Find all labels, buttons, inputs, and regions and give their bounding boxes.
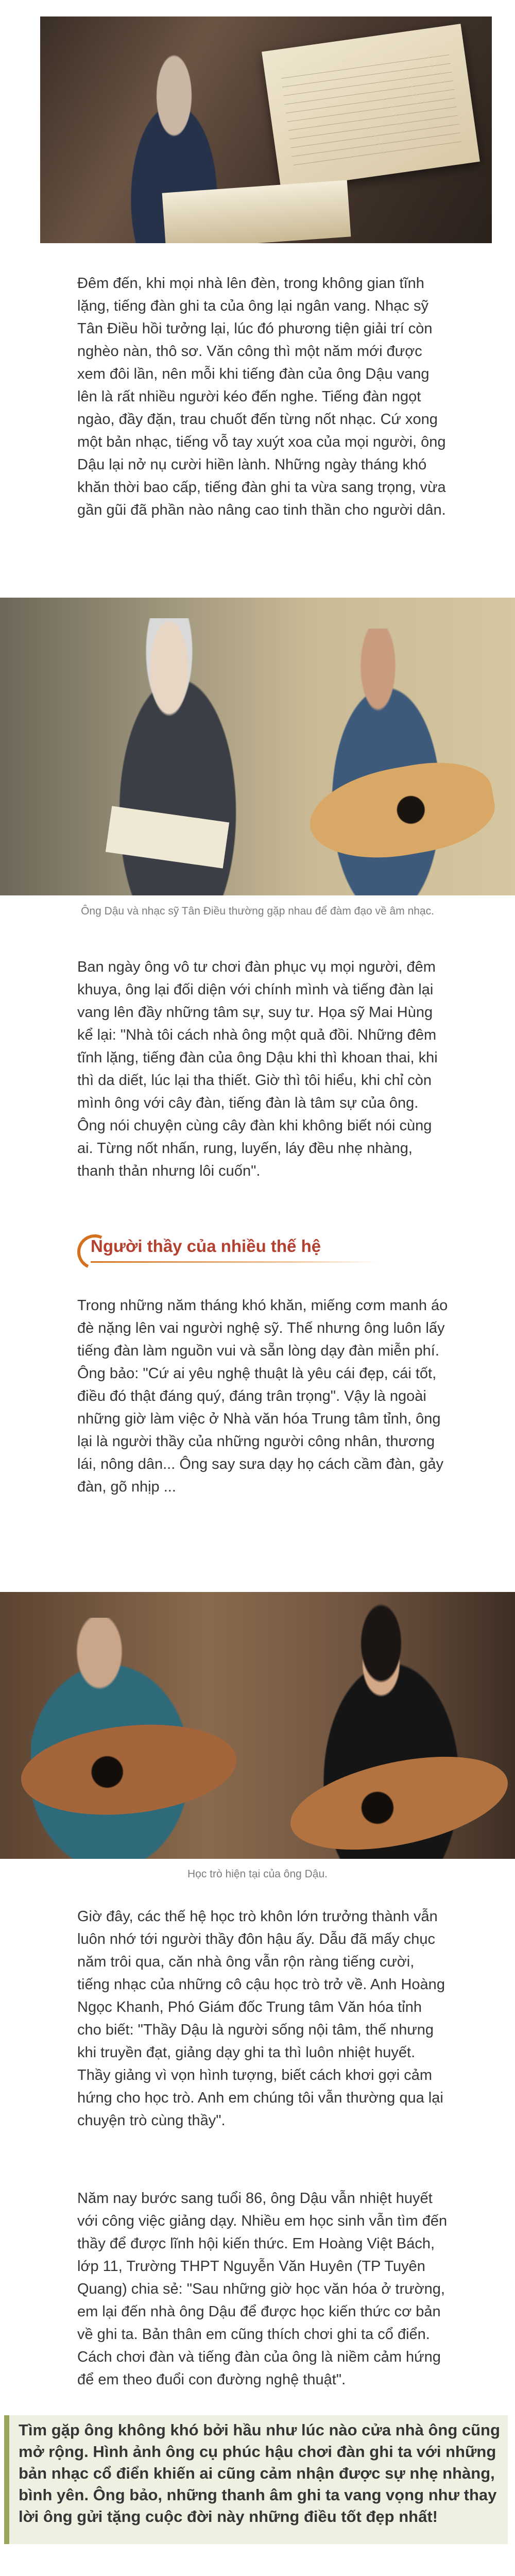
- heading-underline: [91, 1261, 379, 1263]
- paragraph-3: Trong những năm tháng khó khăn, miếng cơm manh áo đè nặng lên vai người nghệ sỹ. Thế nhưng ông luôn lấy tiếng đàn làm nguồn vui và sẵn lòng dạy đàn miễn phí. Ông bảo: "Cứ ai yêu nghệ thuật là yêu cái đẹp, cái tốt, điều đó thật đáng quý, đáng trân trọng". Vậy là ngoài những giờ làm việc ở Nhà văn hóa Trung tâm tỉnh, ông lại là người thầy của những người công nhân, thương lái, nông dân... Ông say sưa dạy họ cách cầm đàn, gảy đàn, gõ nhịp ...: [77, 1297, 448, 1495]
- caption-photo-3: Học trò hiện tại của ông Dậu.: [187, 1868, 328, 1880]
- paragraph-1: Đêm đến, khi mọi nhà lên đèn, trong không gian tĩnh lặng, tiếng đàn ghi ta của ông lại ngân vang. Nhạc sỹ Tân Điều hồi tưởng lại, lúc đó phương tiện giải trí còn nghèo nàn, thô sơ. Văn công thì một năm mới được xem đôi lần, nên mỗi khi tiếng đàn của ông Dậu vang lên là rất nhiều người kéo đến nghe. Tiếng đàn ngọt ngào, đầy đặn, trau chuốt đến từng nốt nhạc. Cứ xong một bản nhạc, tiếng vỗ tay xuýt xoa của mọi người, ông Dậu lại nở nụ cười hiền lành. Những ngày tháng khó khăn thời bao cấp, tiếng đàn ghi ta vừa sang trọng, vừa gần gũi đã phần nào nâng cao tinh thần cho người dân.: [77, 275, 446, 518]
- photo-old-man-reading-music: [40, 16, 492, 243]
- paragraph-2: Ban ngày ông vô tư chơi đàn phục vụ mọi người, đêm khuya, ông lại đối diện với chính mình và tiếng đàn lại vang lên đầy những tâm sự, suy tư. Họa sỹ Mai Hùng kể lại: "Nhà tôi cách nhà ông một quả đồi. Những đêm tĩnh lặng, tiếng đàn của ông Dậu khi thì khoan thai, khi thì da diết, lúc lại tha thiết. Giờ thì tôi hiểu, khi chỉ còn mình ông với cây đàn, tiếng đàn là tâm sự của ông. Ông nói chuyện cùng cây đàn khi không biết nói cùng ai. Từng nốt nhấn, rung, luyến, láy đều nhẹ nhàng, thanh thản nhưng lôi cuốn".: [77, 959, 438, 1179]
- quote-text: Tìm gặp ông không khó bởi hầu như lúc nào cửa nhà ông cũng mở rộng. Hình ảnh ông cụ phúc hậu chơi đàn ghi ta với những bản nhạc cổ điển khiến ai cũng cảm nhận được sự nhẹ nhàng, bình yên. Ông bảo, những thanh âm ghi ta vang vọng như thay lời ông gửi tặng cuộc đời này những điều tốt đẹp nhất!: [19, 2421, 500, 2526]
- music-book: [262, 24, 480, 190]
- paragraph-5: Năm nay bước sang tuổi 86, ông Dậu vẫn nhiệt huyết với công việc giảng dạy. Nhiều em học sinh vẫn tìm đến thầy để được lĩnh hội kiến thức. Em Hoàng Việt Bách, lớp 11, Trường THPT Nguyễn Văn Huyên (TP Tuyên Quang) chia sẻ: "Sau những giờ học văn hóa ở trường, em lại đến nhà ông Dậu để được học kiến thức cơ bản về ghi ta. Bản thân em cũng thích chơi ghi ta cổ điển. Cách chơi đàn và tiếng đàn của ông là niềm cảm hứng để em theo đuổi con đường nghệ thuật".: [77, 2190, 448, 2388]
- photo-two-men-guitar: [0, 598, 515, 895]
- section-heading: [77, 1225, 448, 1272]
- photo-teacher-and-student: [0, 1592, 515, 1859]
- paragraph-4: Giờ đây, các thế hệ học trò khôn lớn trưởng thành vẫn luôn nhớ tới người thầy đôn hậu ấy. Dẫu đã mấy chục năm trôi qua, căn nhà ông vẫn rộn ràng tiếng cười, tiếng nhạc của những cô cậu học trò trở về. Anh Hoàng Ngọc Khanh, Phó Giám đốc Trung tâm Văn hóa tỉnh cho biết: "Thầy Dậu là người sống nội tâm, thế nhưng khi truyền đạt, giảng dạy ghi ta thì luôn nhiệt huyết. Thầy giảng vì vọn hình tượng, biết cách khơi gợi cảm hứng cho học trò. Anh em chúng tôi vẫn thường qua lại chuyện trò cùng thầy".: [77, 1908, 445, 2129]
- caption-photo-2: Ông Dậu và nhạc sỹ Tân Điều thường gặp nhau để đàm đạo về âm nhạc.: [81, 905, 434, 917]
- heading-title: Người thầy của nhiều thế hệ: [91, 1236, 321, 1256]
- pull-quote: [4, 2415, 508, 2544]
